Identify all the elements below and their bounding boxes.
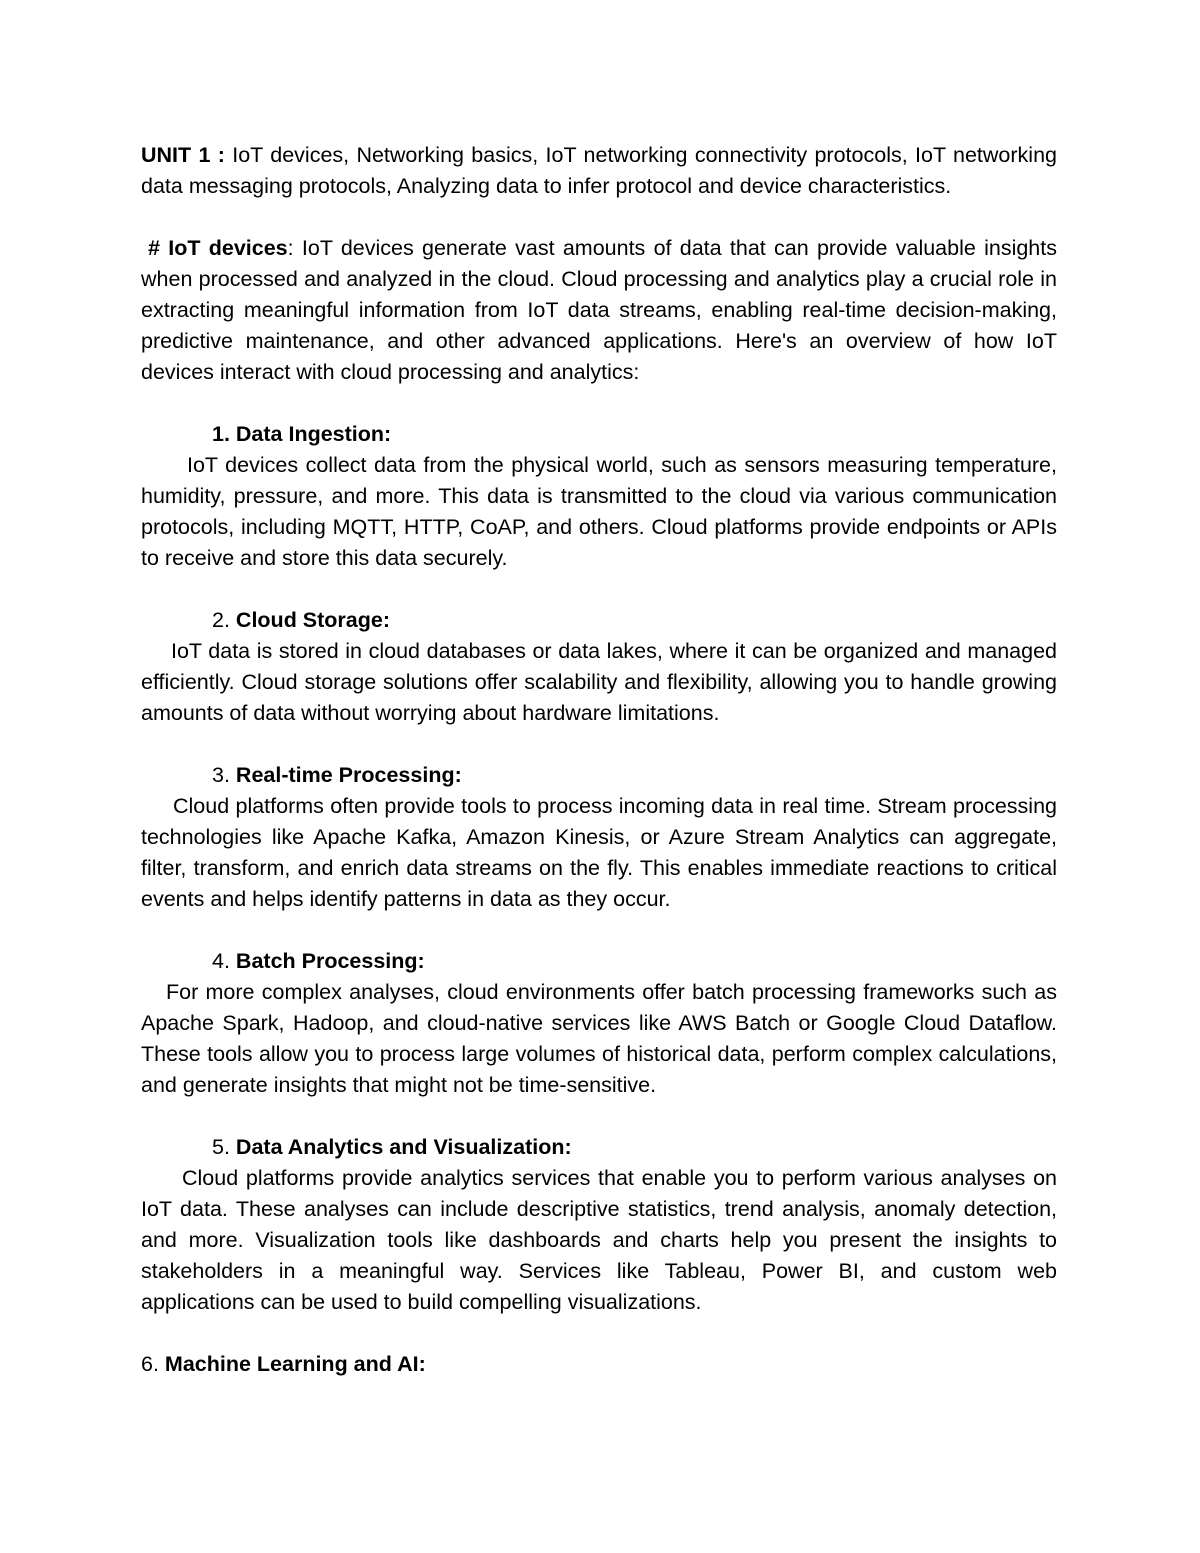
section-6-title: Machine Learning and AI: xyxy=(164,1352,426,1376)
section-2-heading xyxy=(141,605,1057,636)
intro-label: # IoT devices xyxy=(148,236,288,260)
section-6-heading xyxy=(141,1349,1057,1380)
spacer xyxy=(141,574,1057,605)
section-3-number: 3. xyxy=(212,763,230,787)
section-3-body: Cloud platforms often provide tools to process incoming data in real time. Stream processing technologies like Apache Kafka, Amazon Kinesis, or Azure Stream Analytics can aggregate, filter, transform, and enrich data streams on the fly. This enables immediate reactions to critical events and helps identify patterns in data as they occur. xyxy=(141,794,1057,911)
spacer xyxy=(141,388,1057,419)
section-3-heading xyxy=(141,760,1057,791)
section-4-number: 4. xyxy=(212,949,230,973)
section-6-number: 6. xyxy=(141,1352,159,1376)
section-3-title: Real-time Processing: xyxy=(235,763,462,787)
section-2-body: IoT data is stored in cloud databases or data lakes, where it can be organized and managed efficiently. Cloud storage solutions offer scalability and flexibility, allowing you to handle growing amounts of data without worrying about hardware limitations. xyxy=(141,639,1057,725)
intro-text: : IoT devices generate vast amounts of data that can provide valuable insights when processed and analyzed in the cloud. Cloud processing and analytics play a crucial role in extracting meaningful information from IoT data streams, enabling real-time decision-making, predictive maintenance, and other advanced applications. Here's an overview of how IoT devices interact with cloud processing and analytics: xyxy=(141,236,1057,384)
section-5-number: 5. xyxy=(212,1135,230,1159)
section-1-heading: 1. Data Ingestion: xyxy=(212,422,392,446)
section-1-body: IoT devices collect data from the physical world, such as sensors measuring temperature, humidity, pressure, and more. This data is transmitted to the cloud via various communication protocols, including MQTT, HTTP, CoAP, and others. Cloud platforms provide endpoints or APIs to receive and store this data securely. xyxy=(141,453,1057,570)
spacer xyxy=(141,915,1057,946)
unit-paragraph xyxy=(141,140,1057,202)
document-page xyxy=(141,140,1057,1380)
spacer xyxy=(141,1318,1057,1349)
section-4-heading xyxy=(141,946,1057,977)
unit-label: UNIT 1 : xyxy=(141,143,225,167)
spacer xyxy=(141,1101,1057,1132)
section-2-number: 2. xyxy=(212,608,230,632)
spacer xyxy=(141,729,1057,760)
section-4-body: For more complex analyses, cloud environments offer batch processing frameworks such as Apache Spark, Hadoop, and cloud-native services like AWS Batch or Google Cloud Dataflow. These tools allow you to process large volumes of historical data, perform complex calculations, and generate insights that might not be time-sensitive. xyxy=(141,980,1057,1097)
unit-text: IoT devices, Networking basics, IoT networking connectivity protocols, IoT networking data messaging protocols, Analyzing data to infer protocol and device characteristics. xyxy=(141,143,1057,198)
section-2-title: Cloud Storage: xyxy=(235,608,391,632)
intro-paragraph xyxy=(141,233,1057,388)
section-5-heading xyxy=(141,1132,1057,1163)
section-5-body: Cloud platforms provide analytics services that enable you to perform various analyses on IoT data. These analyses can include descriptive statistics, trend analysis, anomaly detection, and more. Visualization tools like dashboards and charts help you present the insights to stakeholders in a meaningful way. Services like Tableau, Power BI, and custom web applications can be used to build compelling visualizations. xyxy=(141,1166,1057,1314)
section-4-title: Batch Processing: xyxy=(235,949,425,973)
section-5-title: Data Analytics and Visualization: xyxy=(235,1135,572,1159)
spacer xyxy=(141,202,1057,233)
